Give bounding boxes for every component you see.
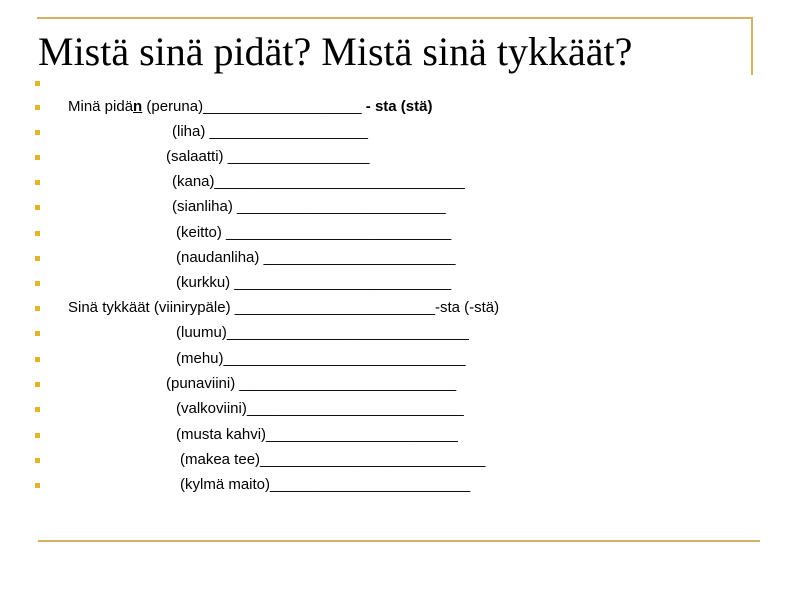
exercise-row <box>176 273 451 293</box>
answer-blank: _________________________ <box>237 198 446 215</box>
row-suffix: -sta (-stä) <box>434 299 500 316</box>
answer-blank: __________________________ <box>234 274 452 291</box>
exercise-row <box>68 298 499 318</box>
exercise-row <box>172 172 465 192</box>
answer-blank: ___________________________ <box>260 451 486 468</box>
row-word: (kurkku) <box>176 274 235 291</box>
bullet <box>35 256 40 261</box>
answer-blank: ___________________ <box>209 123 369 140</box>
bullet <box>35 231 40 236</box>
row-word: (makea tee) <box>180 451 261 468</box>
row-word: (peruna) <box>142 98 204 115</box>
row-word: (salaatti) <box>166 148 228 165</box>
exercise-row <box>166 147 370 167</box>
exercise-row <box>176 323 469 343</box>
answer-blank: _________________ <box>227 148 370 165</box>
answer-blank: _____________________________ <box>226 324 469 341</box>
bullet <box>35 483 40 488</box>
row-suffix: - sta (stä) <box>361 98 433 115</box>
row-word: (kylmä maito) <box>180 476 271 493</box>
row-word: (naudanliha) <box>176 249 264 266</box>
row-word: (keitto) <box>176 224 227 241</box>
answer-blank: ________________________ <box>270 476 471 493</box>
answer-blank: __________________________ <box>246 400 464 417</box>
bullet <box>35 458 40 463</box>
bullet <box>35 331 40 336</box>
frame-right-line <box>751 17 753 75</box>
empty-bullet <box>35 81 40 86</box>
exercise-row <box>68 97 432 117</box>
bullet <box>35 105 40 110</box>
answer-blank: ________________________ <box>234 299 435 316</box>
answer-blank: ___________________________ <box>226 224 452 241</box>
exercise-row <box>176 248 455 268</box>
exercise-row <box>176 425 458 445</box>
row-word: (mehu) <box>176 350 224 367</box>
answer-blank: ___________________ <box>203 98 362 115</box>
answer-blank: _______________________ <box>266 426 458 443</box>
exercise-row <box>180 450 485 470</box>
row-word: (valkoviini) <box>176 400 247 417</box>
answer-blank: _______________________ <box>263 249 456 266</box>
bullet <box>35 281 40 286</box>
answer-blank: __________________________ <box>239 375 457 392</box>
bullet <box>35 205 40 210</box>
bullet <box>35 306 40 311</box>
frame-bottom-line <box>38 540 760 542</box>
row-word: (luumu) <box>176 324 227 341</box>
exercise-row <box>176 223 451 243</box>
frame-top-line <box>37 17 753 19</box>
exercise-row <box>176 349 465 369</box>
answer-blank: _____________________________ <box>223 350 466 367</box>
row-word: (punaviini) <box>166 375 240 392</box>
bullet <box>35 433 40 438</box>
row-word: Sinä tykkäät (viinirypäle) <box>68 299 235 316</box>
exercise-row <box>176 399 464 419</box>
row-word: (musta kahvi) <box>176 426 267 443</box>
bullet <box>35 130 40 135</box>
row-word: (sianliha) <box>172 198 238 215</box>
bullet <box>35 407 40 412</box>
slide-title: Mistä sinä pidät? Mistä sinä tykkäät? <box>38 29 633 74</box>
exercise-row <box>172 122 368 142</box>
row-prefix: Minä pidä <box>68 98 134 115</box>
bullet <box>35 382 40 387</box>
exercise-row <box>180 475 470 495</box>
exercise-row <box>166 374 456 394</box>
answer-blank: ______________________________ <box>214 173 465 190</box>
exercise-row <box>172 197 446 217</box>
bullet <box>35 155 40 160</box>
bullet <box>35 357 40 362</box>
row-word: (liha) <box>172 123 210 140</box>
row-word: (kana) <box>172 173 215 190</box>
row-marked-letter: n <box>133 98 143 115</box>
bullet <box>35 180 40 185</box>
